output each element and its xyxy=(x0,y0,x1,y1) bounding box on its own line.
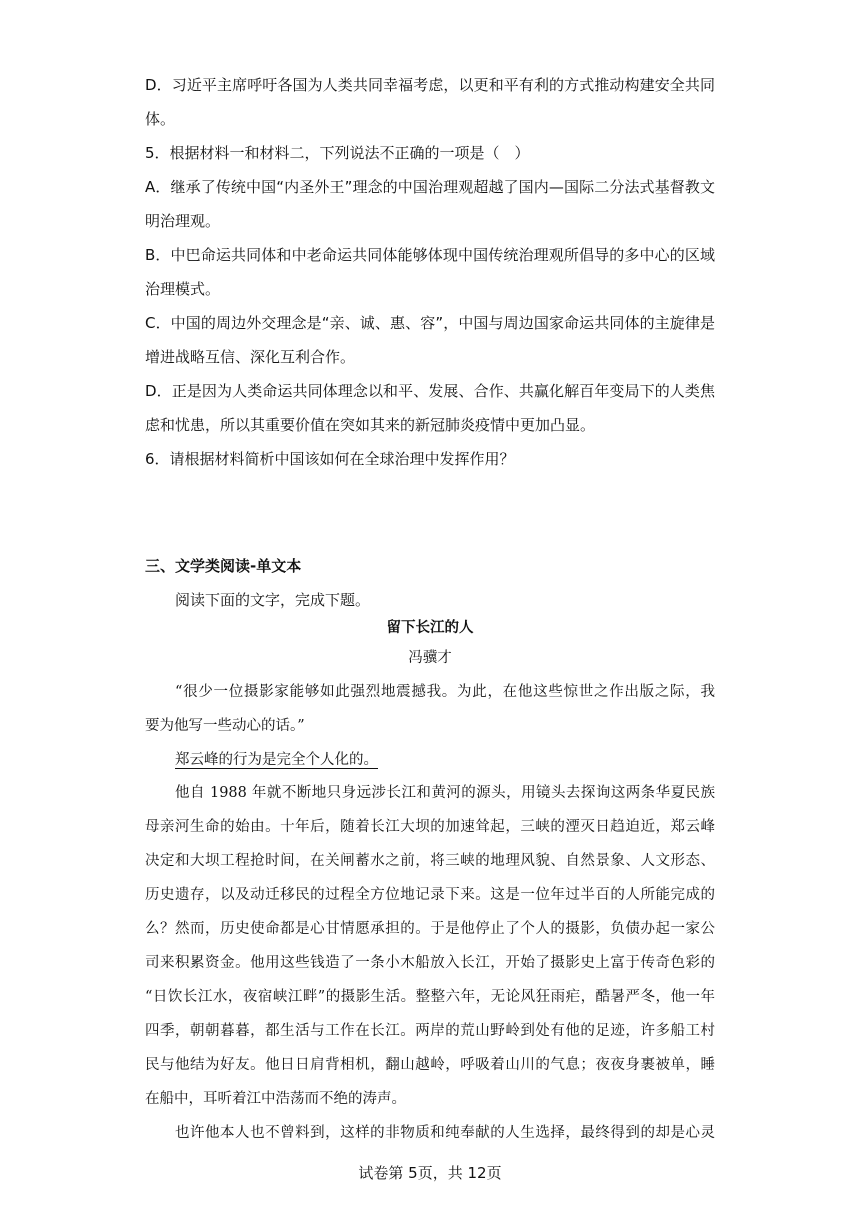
page-footer: 试卷第 5页，共 12页 xyxy=(358,1164,502,1182)
q5-option-a-line1: A．继承了传统中国“内圣外王”理念的中国治理观超越了国内—国际二分法式基督教文 xyxy=(145,178,715,196)
para3-line10: 在船中，耳听着江中浩荡而不绝的涛声。 xyxy=(145,1091,406,1107)
para3-line7: “日饮长江水，夜宿峡江畔”的摄影生活。整整六年，无论风狂雨疟，酷暑严冬，他一年 xyxy=(145,989,715,1005)
para3-line5: 么？然而，历史使命都是心甘情愿承担的。于是他停止了个人的摄影，负债办起一家公 xyxy=(145,921,715,937)
q5-option-c-line1: C．中国的周边外交理念是“亲、诚、惠、容”，中国与周边国家命运共同体的主旋律是 xyxy=(145,314,715,332)
para3-line6: 司来积累资金。他用这些钱造了一条小木船放入长江，开始了摄影史上富于传奇色彩的 xyxy=(145,955,715,971)
q5-option-b-line2: 治理模式。 xyxy=(145,280,221,298)
para3-line9: 民与他结为好友。他日日肩背相机，翻山越岭，呼吸着山川的气息；夜夜身裹被单，睡 xyxy=(145,1057,715,1073)
q5-option-c-line2: 增进战略互信、深化互利合作。 xyxy=(145,348,356,366)
q5-option-b-line1: B．中巴命运共同体和中老命运共同体能够体现中国传统治理观所倡导的多中心的区域 xyxy=(145,246,715,264)
q6-stem: 6．请根据材料简析中国该如何在全球治理中发挥作用？ xyxy=(145,450,515,468)
para1-line1: “很少一位摄影家能够如此强烈地震撼我。为此，在他这些惊世之作出版之际，我 xyxy=(175,684,715,700)
article-title: 留下长江的人 xyxy=(386,619,474,636)
q5-option-d-line2: 虑和忧患，所以其重要价值在突如其来的新冠肺炎疫情中更加凸显。 xyxy=(145,416,596,434)
q5-stem: 5．根据材料一和材料二，下列说法不正确的一项是（ ） xyxy=(145,144,530,162)
para3-line8: 四季，朝朝暮暮，都生活与工作在长江。两岸的荒山野岭到处有他的足迹，许多船工村 xyxy=(145,1023,715,1039)
para1-line2: 要为他写一些动心的话。” xyxy=(145,718,305,734)
q5-option-d-line1: D．正是因为人类命运共同体理念以和平、发展、合作、共赢化解百年变局下的人类焦 xyxy=(145,382,715,400)
q5-option-a-line2: 明治理观。 xyxy=(145,212,221,230)
para3-line1: 他自 1988 年就不断地只身远涉长江和黄河的源头，用镜头去探询这两条华夏民族 xyxy=(175,785,715,801)
para4-line1: 也许他本人也不曾料到，这样的非物质和纯奉献的人生选择，最终得到的却是心灵 xyxy=(175,1125,715,1141)
article-author: 冯骥才 xyxy=(408,650,452,666)
para3-line2: 母亲河生命的始由。十年后，随着长江大坝的加速耸起，三峡的湮灭日趋迫近，郑云峰 xyxy=(145,819,715,835)
section-heading: 三、文学类阅读-单文本 xyxy=(145,557,302,575)
para3-line3: 决定和大坝工程抢时间，在关闸蓄水之前，将三峡的地理风貌、自然景象、人文形态、 xyxy=(145,853,715,869)
q4-option-d-line2: 体。 xyxy=(145,110,176,128)
para2-underlined: 郑云峰的行为是完全个人化的。 xyxy=(175,752,378,768)
section-instruction: 阅读下面的文字，完成下题。 xyxy=(175,591,371,609)
q4-option-d-line1: D．习近平主席呼吁各国为人类共同幸福考虑，以更和平有利的方式推动构建安全共同 xyxy=(145,76,715,94)
para3-line4: 历史遗存，以及动迁移民的过程全方位地记录下来。这是一位年过半百的人所能完成的 xyxy=(145,887,715,903)
